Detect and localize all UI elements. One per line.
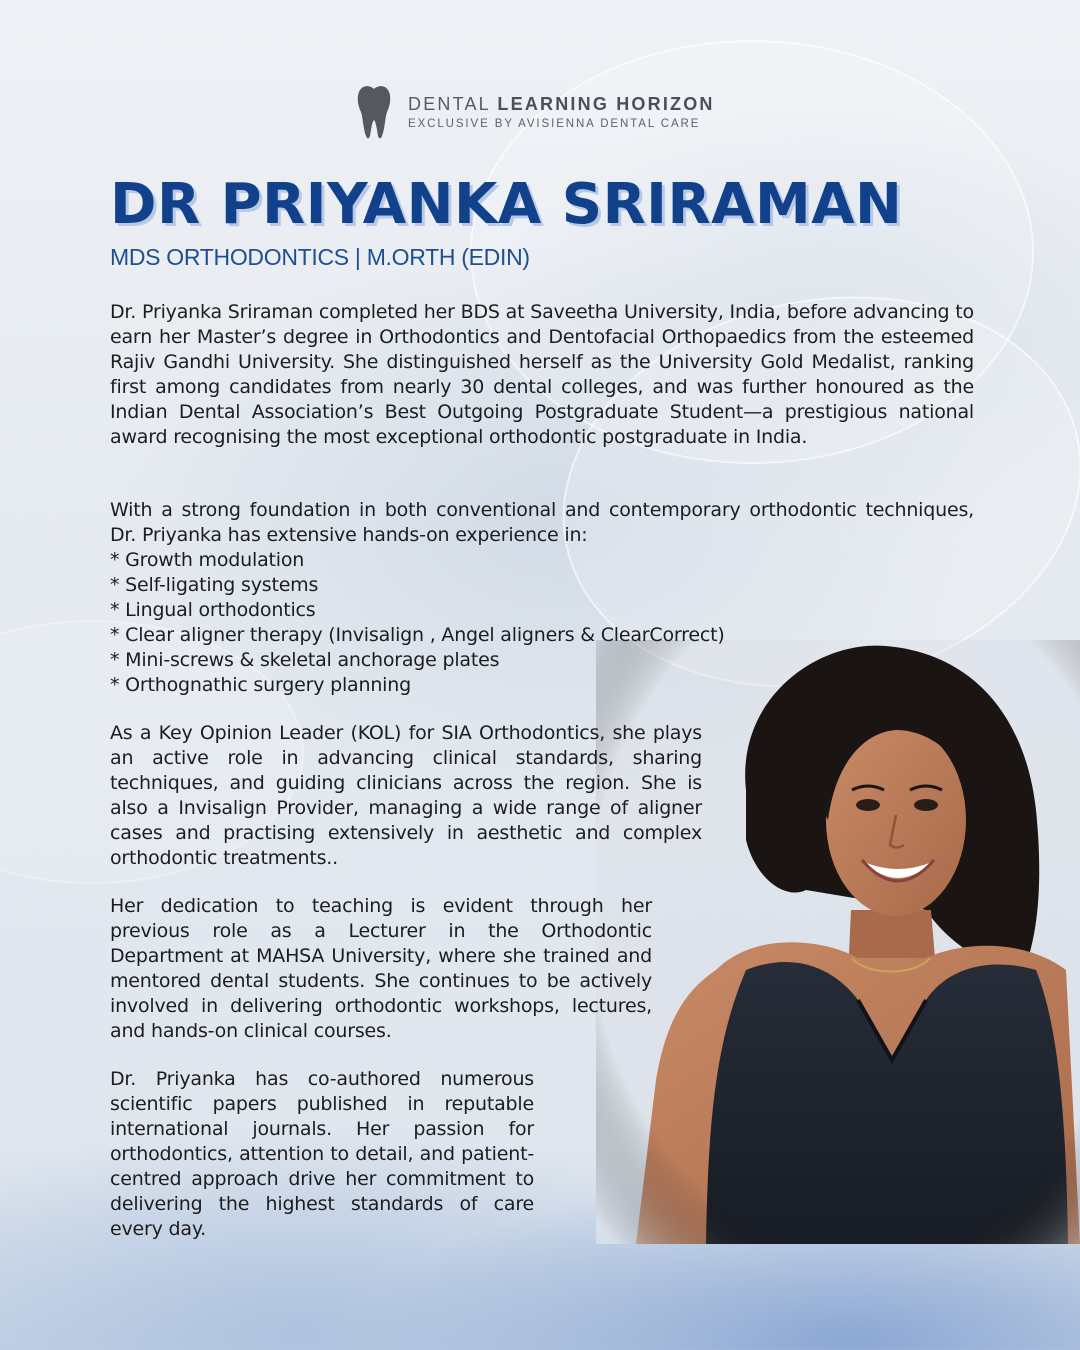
bio-paragraph-research: Dr. Priyanka has co-authored numerous scientific papers published in reputable international journals. Her passion for orthodontics, attention to detail, and patient-centred approach drive her commitment to delivering the highest standards of care every day. (110, 1068, 534, 1240)
list-item: * Self-ligating systems (110, 574, 319, 596)
brand-tagline: EXCLUSIVE BY AVISIENNA DENTAL CARE (408, 118, 701, 130)
tooth-icon (354, 84, 394, 140)
brand-text (408, 94, 715, 130)
brand-name (408, 94, 715, 115)
bio-paragraph-experience-intro: With a strong foundation in both conventional and contemporary orthodontic techniques, Dr. Priyanka has extensive hands-on experience in: (110, 499, 974, 546)
bio-paragraph-education: Dr. Priyanka Sriraman completed her BDS at Saveetha University, India, before advancing to earn her Master’s degree in Orthodontics and Dentofacial Orthopaedics from the esteemed Rajiv Gandhi University. She distinguished herself as the University Gold Medalist, ranking first among candidates from nearly 30 dental colleges, and was further honoured as the Indian Dental Association’s Best Outgoing Postgraduate Student—a prestigious national award recognising the most exceptional orthodontic postgraduate in India. (110, 301, 974, 448)
bio-paragraph-teaching: Her dedication to teaching is evident through her previous role as a Lecturer in the Orthodontic Department at MAHSA University, where she trained and mentored dental students. She continues to be actively involved in delivering orthodontic workshops, lectures, and hands-on clinical courses. (110, 895, 652, 1042)
experience-list (110, 548, 725, 698)
bio-paragraph-kol: As a Key Opinion Leader (KOL) for SIA Orthodontics, she plays an active role in advancing clinical standards, sharing techniques, and guiding clinicians across the region. She is also a Invisalign Provider, managing a wide range of aligner cases and practising extensively in aesthetic and complex orthodontic treatments.. (110, 722, 702, 869)
list-item: * Growth modulation (110, 549, 305, 571)
brand-name-bold: LEARNING HORIZON (497, 94, 715, 114)
list-item: * Clear aligner therapy (Invisalign , Angel aligners & ClearCorrect) (110, 624, 725, 646)
list-item: * Lingual orthodontics (110, 599, 316, 621)
list-item: * Mini-screws & skeletal anchorage plates (110, 649, 500, 671)
doctor-name: DR PRIYANKA SRIRAMAN (110, 172, 903, 237)
doctor-credentials: MDS ORTHODONTICS | M.ORTH (EDIN) (110, 244, 530, 270)
brand-logo (354, 82, 715, 142)
list-item: * Orthognathic surgery planning (110, 674, 411, 696)
brand-name-light: DENTAL (408, 94, 491, 114)
